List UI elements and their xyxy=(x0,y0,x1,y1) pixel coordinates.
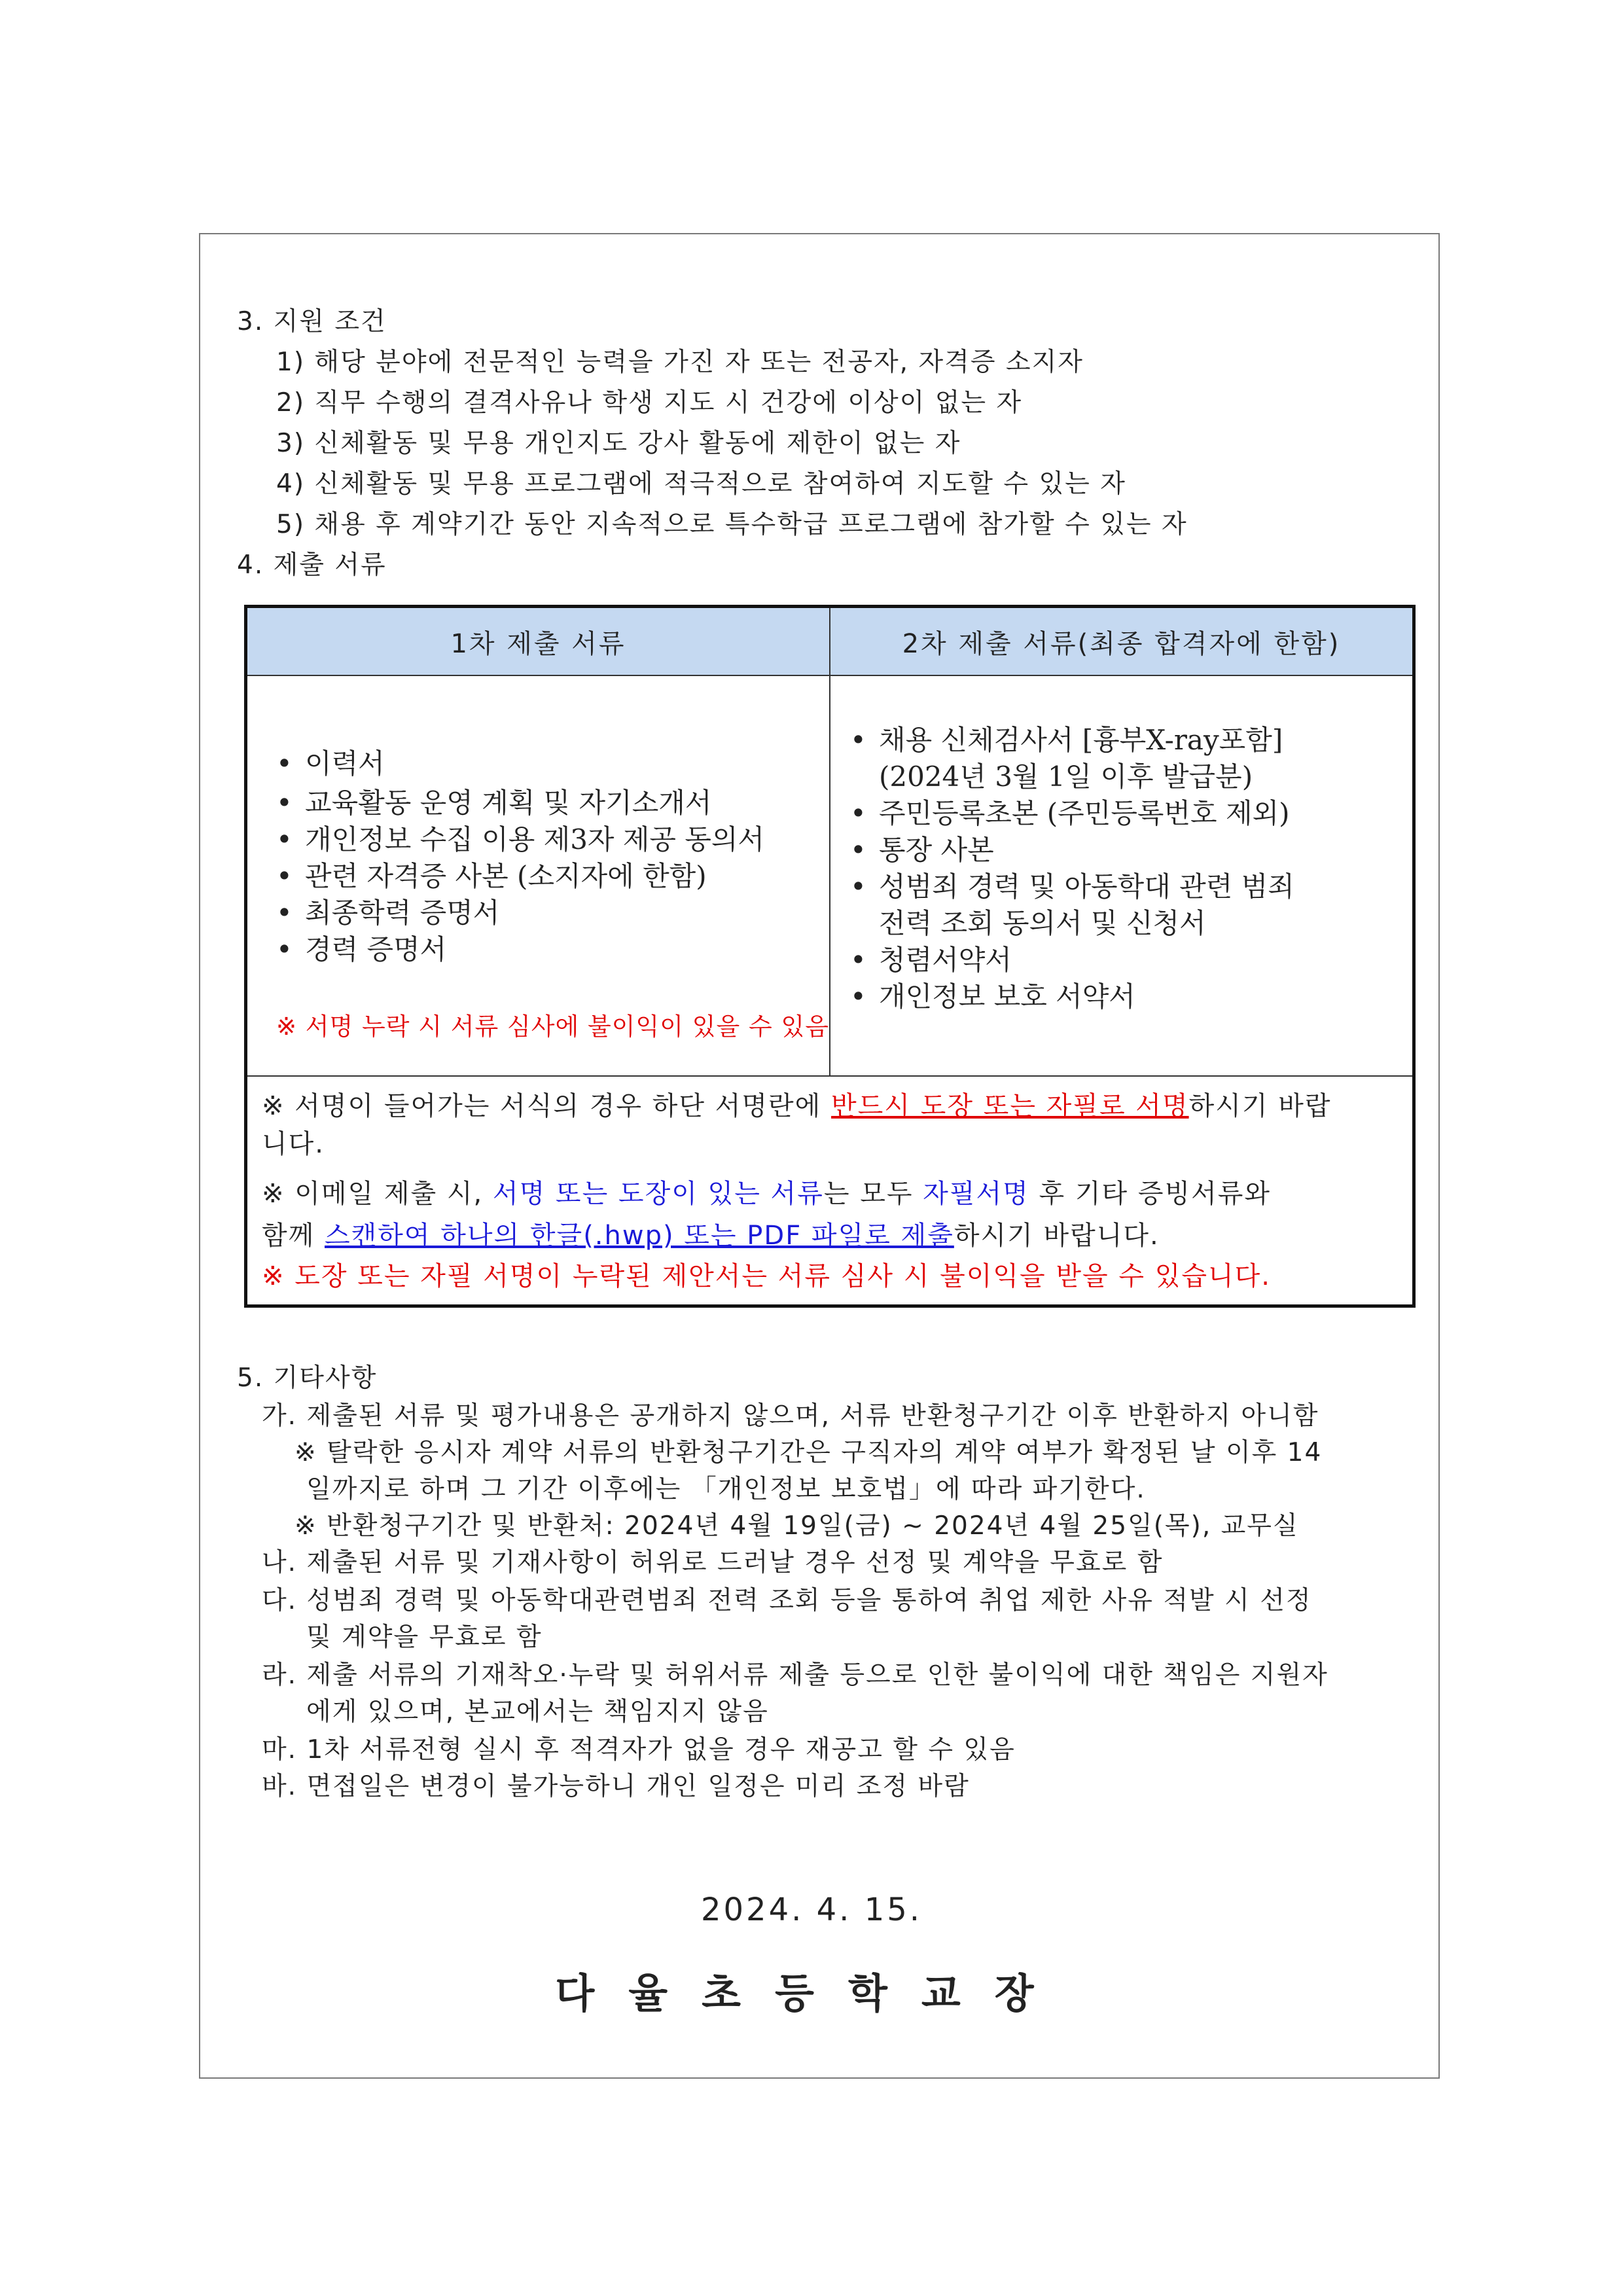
misc-item: ※ 반환청구기간 및 반환처: 2024년 4월 19일(금) ~ 2024년 4월 25일(목), 교무실 xyxy=(294,1511,1299,1541)
doc-list-item: • 청렴서약서 xyxy=(850,944,1012,976)
section-4-title: 4. 제출 서류 xyxy=(237,550,387,580)
note-email: ※ 이메일 제출 시, 서명 또는 도장이 있는 서류는 모두 자필서명 후 기타 증빙서류와 xyxy=(262,1179,1272,1209)
condition-item-1: 1) 해당 분야에 전문적인 능력을 가진 자 또는 전공자, 자격증 소지자 xyxy=(276,348,1084,377)
misc-item: 나. 제출된 서류 및 기재사항이 허위로 드러날 경우 선정 및 계약을 무효로 함 xyxy=(262,1548,1164,1577)
condition-item-5: 5) 채용 후 계약기간 동안 지속적으로 특수학급 프로그램에 참가할 수 있는 자 xyxy=(276,510,1188,539)
misc-item: 다. 성범죄 경력 및 아동학대관련범죄 전력 조회 등을 통하여 취업 제한 사유 적발 시 선정 xyxy=(262,1586,1312,1615)
submission-notes xyxy=(246,1076,1414,1306)
misc-item: 및 계약을 무효로 함 xyxy=(306,1623,543,1652)
doc-list-item: • 관련 자격증 사본 (소지자에 한함) xyxy=(276,860,707,892)
doc-list-item: • 교육활동 운영 계획 및 자기소개서 xyxy=(276,787,712,819)
signature-warning: ※ 서명 누락 시 서류 심사에 불이익이 있을 수 있음 xyxy=(276,1013,829,1041)
second-round-header: 2차 제출 서류(최종 합격자에 한함) xyxy=(830,607,1414,676)
doc-list-item: • 성범죄 경력 및 아동학대 관련 범죄 xyxy=(850,870,1294,903)
doc-list-item: • 개인정보 보호 서약서 xyxy=(850,980,1135,1013)
misc-item: 마. 1차 서류전형 실시 후 적격자가 없을 경우 재공고 할 수 있음 xyxy=(262,1735,1016,1765)
first-round-header: 1차 제출 서류 xyxy=(246,607,830,676)
doc-list-item: • 이력서 xyxy=(276,747,385,780)
principal-signature: 다율초등학교장 xyxy=(555,1969,1068,2017)
misc-item: 가. 제출된 서류 및 평가내용은 공개하지 않으며, 서류 반환청구기간 이후 반환하지 아니함 xyxy=(262,1401,1319,1431)
misc-item: 일까지로 하며 그 기간 이후에는 「개인정보 보호법」에 따라 파기한다. xyxy=(306,1475,1146,1504)
condition-item-4: 4) 신체활동 및 무용 프로그램에 적극적으로 참여하여 지도할 수 있는 자 xyxy=(276,469,1126,499)
first-round-docs xyxy=(246,675,830,1076)
second-round-docs xyxy=(830,675,1414,1076)
doc-list-item: • 주민등록초본 (주민등록번호 제외) xyxy=(850,797,1290,829)
note-signature-cont: 니다. xyxy=(262,1129,325,1159)
section-5-title: 5. 기타사항 xyxy=(237,1363,378,1393)
misc-item: ※ 탈락한 응시자 계약 서류의 반환청구기간은 구직자의 계약 여부가 확정된 날 이후 14 xyxy=(294,1438,1323,1467)
doc-list-item: • 경력 증명서 xyxy=(276,933,447,965)
doc-list-item: • 채용 신체검사서 [흉부X-ray포함] xyxy=(850,724,1283,756)
doc-list-item: • 통장 사본 xyxy=(850,834,994,866)
note-email-cont: 함께 스캔하여 하나의 한글(.hwp) 또는 PDF 파일로 제출하시기 바랍니다. xyxy=(262,1221,1160,1251)
doc-list-item: (2024년 3월 1일 이후 발급분) xyxy=(879,761,1253,793)
note-signature: ※ 서명이 들어가는 서식의 경우 하단 서명란에 반드시 도장 또는 자필로 서명하시기 바랍 xyxy=(262,1091,1332,1121)
condition-item-2: 2) 직무 수행의 결격사유나 학생 지도 시 건강에 이상이 없는 자 xyxy=(276,388,1023,418)
doc-list-item: • 최종학력 증명서 xyxy=(276,897,500,929)
issue-date: 2024. 4. 15. xyxy=(700,1892,923,1928)
doc-list-item: • 개인정보 수집 이용 제3자 제공 동의서 xyxy=(276,823,765,855)
doc-list-item: 전력 조회 동의서 및 신청서 xyxy=(879,907,1206,939)
section-3-title: 3. 지원 조건 xyxy=(237,307,387,336)
misc-item: 에게 있으며, 본교에서는 책임지지 않음 xyxy=(306,1697,769,1727)
note-penalty: ※ 도장 또는 자필 서명이 누락된 제안서는 서류 심사 시 불이익을 받을 수 있습니다. xyxy=(262,1261,1272,1291)
documents-table xyxy=(244,605,1416,1308)
misc-item: 바. 면접일은 변경이 불가능하니 개인 일정은 미리 조정 바람 xyxy=(262,1772,970,1801)
misc-item: 라. 제출 서류의 기재착오·누락 및 허위서류 제출 등으로 인한 불이익에 대한 책임은 지원자 xyxy=(262,1660,1329,1690)
condition-item-3: 3) 신체활동 및 무용 개인지도 강사 활동에 제한이 없는 자 xyxy=(276,429,961,458)
